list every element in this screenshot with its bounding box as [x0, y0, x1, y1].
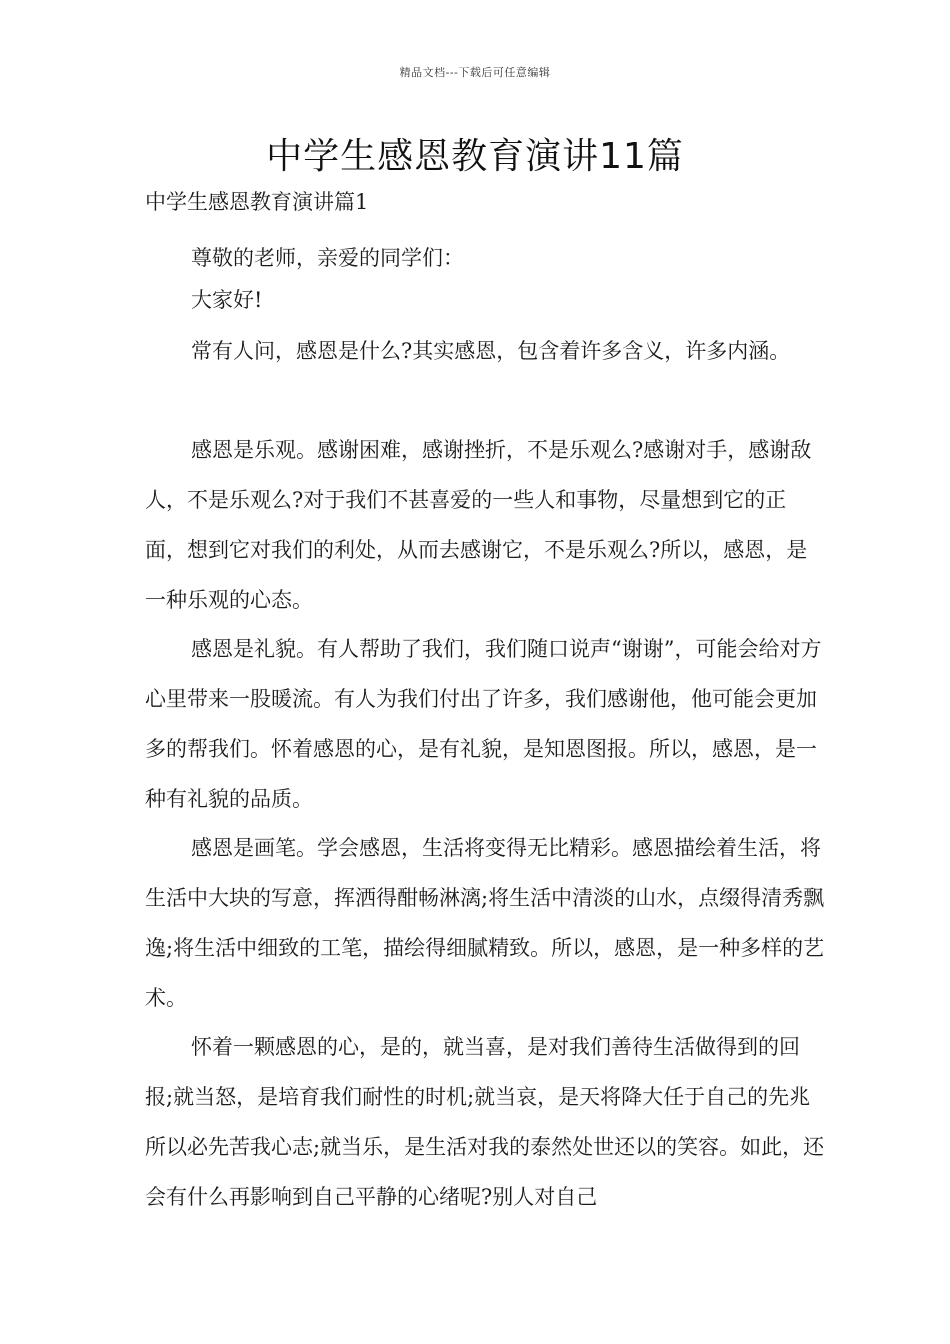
paragraph-politeness: 感恩是礼貌。有人帮助了我们，我们随口说声“谢谢”，可能会给对方心里带来一股暖流。有人为我们付出了许多，我们感谢他，他可能会更加多的帮我们。怀着感恩的心，是有礼貌，是知恩图报。所以，感恩，是一种有礼貌的品质。 [145, 637, 822, 811]
paragraph-hello: 大家好! [191, 288, 263, 312]
header-note: 精品文档---下载后可任意编辑 [399, 66, 551, 79]
paragraph-intro: 常有人问，感恩是什么?其实感恩，包含着许多含义，许多内涵。 [191, 339, 791, 363]
paragraph-brush: 感恩是画笔。学会感恩，生活将变得无比精彩。感恩描绘着生活，将生活中大块的写意，挥洒得酣畅淋漓;将生活中清淡的山水，点缀得清秀飘逸;将生活中细致的工笔，描绘得细腻精致。所以，感恩，是一种多样的艺术。 [145, 836, 825, 1010]
paragraph-greeting: 尊敬的老师，亲爱的同学们： [191, 246, 464, 270]
document-title: 中学生感恩教育演讲11篇 [266, 136, 684, 177]
paragraph-optimism: 感恩是乐观。感谢困难，感谢挫折，不是乐观么?感谢对手，感谢敌人，不是乐观么?对于我们不甚喜爱的一些人和事物，尽量想到它的正面，想到它对我们的利处，从而去感谢它，不是乐观么?所以，感恩，是一种乐观的心态。 [145, 438, 812, 612]
paragraph-grateful-heart: 怀着一颗感恩的心，是的，就当喜，是对我们善待生活做得到的回报;就当怒，是培育我们耐性的时机;就当哀，是天将降大任于自己的先兆所以必先苦我心志;就当乐，是生活对我的泰然处世还以的笑容。如此，还会有什么再影响到自己平静的心绪呢?别人对自己 [145, 1035, 825, 1209]
section-heading: 中学生感恩教育演讲篇1 [145, 190, 369, 214]
